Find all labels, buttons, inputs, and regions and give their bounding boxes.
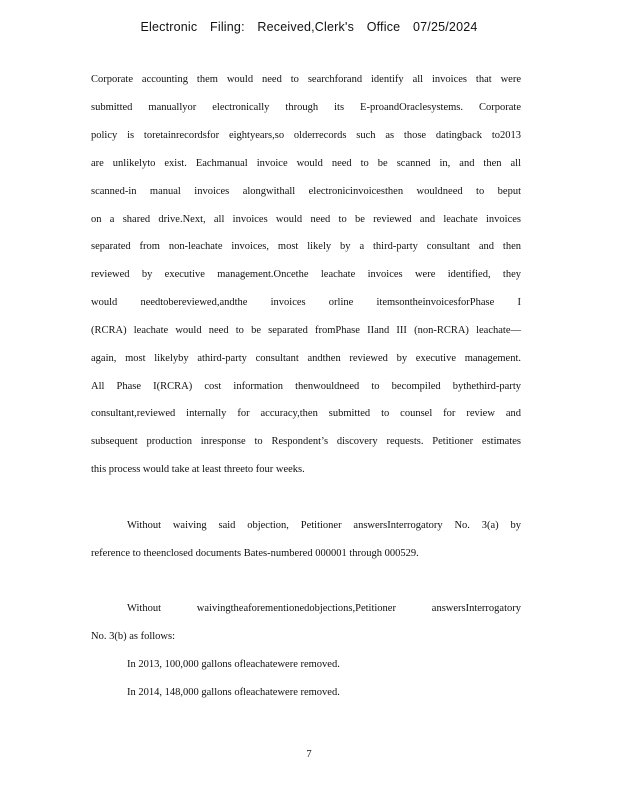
- paragraph-line: are unlikelyto exist. Eachmanual invoice would need to be scanned in, and then all: [91, 158, 521, 169]
- paragraph-line: this process would take at least threeto four weeks.: [91, 464, 305, 475]
- paragraph-line: separated from non-leachate invoices, most likely by a third-party consultant and then: [91, 241, 521, 252]
- list-item: In 2014, 148,000 gallons ofleachatewere removed.: [127, 687, 340, 698]
- paragraph-line: All Phase I(RCRA) cost information thenwouldneed to becompiled bythethird-party: [91, 381, 521, 392]
- paragraph-line: submitted manuallyor electronically through its E-proandOraclesystems. Corporate: [91, 102, 521, 113]
- paragraph-line: subsequent production inresponse to Respondent’s discovery requests. Petitioner estimates: [91, 436, 521, 447]
- paragraph-line: reference to theenclosed documents Bates-numbered 000001 through 000529.: [91, 548, 419, 559]
- paragraph-line: consultant,reviewed internally for accuracy,then submitted to counsel for review and: [91, 408, 521, 419]
- paragraph-line: on a shared drive.Next, all invoices would need to be reviewed and leachate invoices: [91, 214, 521, 225]
- paragraph-line: Without waiving said objection, Petitioner answersInterrogatory No. 3(a) by: [127, 520, 521, 531]
- paragraph-line: (RCRA) leachate would need to be separated fromPhase IIand III (non-RCRA) leachate—: [91, 325, 521, 336]
- paragraph-line: reviewed by executive management.Oncethe leachate invoices were identified, they: [91, 269, 521, 280]
- paragraph-line: again, most likelyby athird-party consultant andthen reviewed by executive management.: [91, 353, 521, 364]
- page-number: 7: [306, 749, 312, 760]
- paragraph-line: scanned-in manual invoices alongwithall electronicinvoicesthen wouldneed to beput: [91, 186, 521, 197]
- paragraph-line: Corporate accounting them would need to searchforand identify all invoices that were: [91, 74, 521, 85]
- paragraph-line: No. 3(b) as follows:: [91, 631, 175, 642]
- filing-header: Electronic Filing: Received,Clerk's Office 07/25/2024: [140, 20, 478, 34]
- list-item: In 2013, 100,000 gallons ofleachatewere removed.: [127, 659, 340, 670]
- paragraph-line: would needtobereviewed,andthe invoices orline itemsontheinvoicesforPhase I: [91, 297, 521, 308]
- paragraph-line: policy is toretainrecordsfor eightyears,so olderrecords such as those datingback to2013: [91, 130, 521, 141]
- paragraph-line: Without waivingtheaforementionedobjections,Petitioner answersInterrogatory: [127, 603, 521, 614]
